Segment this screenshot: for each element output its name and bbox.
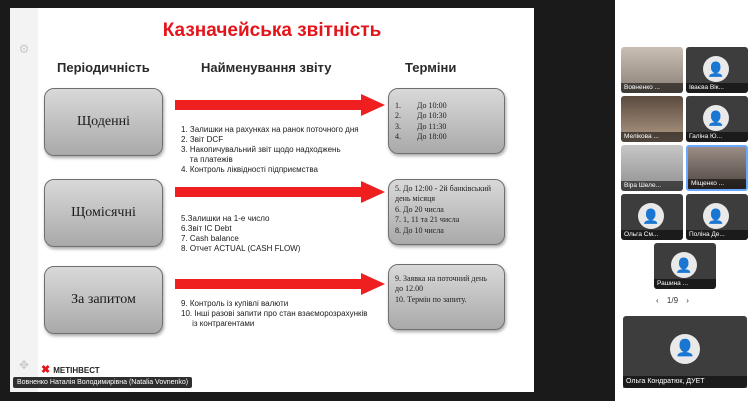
report-item: 7. Cash balance	[181, 234, 239, 243]
term-item: 2. До 10:30	[395, 111, 447, 121]
period-label: За запитом	[71, 292, 136, 307]
person-icon: 👤	[703, 56, 729, 82]
column-header-periodicity: Періодичність	[57, 60, 150, 75]
person-icon: 👤	[703, 203, 729, 229]
participant-name: Мелікова ...	[621, 132, 683, 142]
gear-icon[interactable]: ⚙	[18, 42, 30, 56]
slide-title: Казначейська звітність	[162, 20, 382, 41]
period-box-daily	[44, 88, 163, 156]
period-label: Щомісячні	[71, 205, 136, 220]
arrow-right-icon	[175, 94, 385, 116]
report-item: та платежів	[181, 155, 233, 164]
term-item: 10. Термін по запиту.	[395, 294, 467, 304]
term-item: 3. До 11:30	[395, 121, 447, 131]
report-item: 8. Отчет ACTUAL (CASH FLOW)	[181, 244, 301, 253]
participant-tile-active-speaker[interactable]	[686, 145, 748, 191]
logo-mark-icon: ✖	[41, 364, 51, 376]
chevron-left-icon[interactable]: ‹	[656, 296, 659, 305]
participant-tile[interactable]	[654, 243, 716, 289]
participant-name: Ольга Кондратюк, ДУЕТ	[623, 376, 747, 388]
terms-box-on-request	[388, 264, 505, 330]
terms-box-monthly	[388, 179, 505, 245]
term-item: до 12.00	[395, 284, 424, 294]
participant-tile[interactable]	[686, 194, 748, 240]
participant-tile[interactable]	[621, 145, 683, 191]
report-item: 9. Контроль із купівлі валюти	[181, 299, 289, 308]
participant-name: Іваєва Вік...	[686, 83, 748, 93]
company-logo	[41, 363, 100, 376]
participant-name: Міщенко ...	[688, 179, 748, 189]
person-icon: 👤	[703, 105, 729, 131]
participant-name: Поліна Де...	[686, 230, 748, 240]
report-item: 10. Інші разові запити про стан взаєморозрахунків	[181, 309, 368, 318]
term-item: 9. Заявка на поточний день	[395, 274, 487, 283]
person-icon: 👤	[670, 334, 700, 364]
period-label: Щоденні	[77, 114, 130, 129]
page-indicator: 1/9	[666, 296, 679, 305]
participant-tile[interactable]	[621, 194, 683, 240]
period-box-monthly	[44, 179, 163, 247]
report-item: 5.Залишки на 1-е число	[181, 214, 270, 223]
column-header-deadlines: Терміни	[405, 60, 457, 75]
report-list-monthly	[181, 214, 300, 254]
term-item: 4. До 18:00	[395, 132, 447, 142]
report-list-daily	[181, 125, 359, 175]
person-icon: 👤	[638, 203, 664, 229]
participant-tile[interactable]	[621, 47, 683, 93]
participant-name: Вовненко ...	[621, 83, 683, 93]
participants-pager	[656, 296, 689, 305]
term-item: 7. 1, 11 та 21 числа	[395, 215, 460, 225]
report-item: 1. Залишки на рахунках на ранок поточного дня	[181, 125, 359, 134]
terms-box-daily	[388, 88, 505, 154]
report-list-on-request	[181, 299, 368, 329]
logo-text: МЕТІНВЕСТ	[53, 366, 100, 375]
report-item: 4. Контроль ліквідності підприємства	[181, 165, 318, 174]
arrow-right-icon	[175, 181, 385, 203]
term-item: 1. До 10:00	[395, 101, 447, 110]
arrow-right-icon	[175, 273, 385, 295]
report-item: 6.Звіт IC Debt	[181, 224, 232, 233]
report-item: із контрагентами	[181, 319, 255, 328]
term-item: 5. До 12:00 - 2й банківський	[395, 184, 492, 193]
presenter-name-tag: Вовненко Наталія Володимирівна (Natalia Vovnenko)	[13, 377, 192, 388]
slide-left-rail	[10, 8, 38, 392]
settings-small-icon: ✥	[18, 358, 30, 372]
participant-tile[interactable]	[686, 47, 748, 93]
column-header-report-name: Найменування звіту	[201, 60, 332, 75]
featured-participant-tile[interactable]	[623, 316, 747, 388]
term-item: 8. До 10 числа	[395, 225, 444, 235]
period-box-on-request	[44, 266, 163, 334]
participant-name: Рашина ...	[654, 279, 716, 289]
participant-tile[interactable]	[621, 96, 683, 142]
report-item: 3. Накопичувальний звіт щодо надходжень	[181, 145, 341, 154]
participant-name: Ольга См...	[621, 230, 683, 240]
person-icon: 👤	[671, 252, 697, 278]
term-item: 6. До 20 числа	[395, 204, 444, 214]
term-item: день місяця	[395, 194, 436, 204]
participant-name: Галіна Ю...	[686, 132, 748, 142]
shared-slide	[10, 8, 534, 392]
participant-tile[interactable]	[686, 96, 748, 142]
chevron-right-icon[interactable]: ›	[686, 296, 689, 305]
report-item: 2. Звіт DCF	[181, 135, 224, 144]
participant-name: Віра Шеле...	[621, 181, 683, 191]
